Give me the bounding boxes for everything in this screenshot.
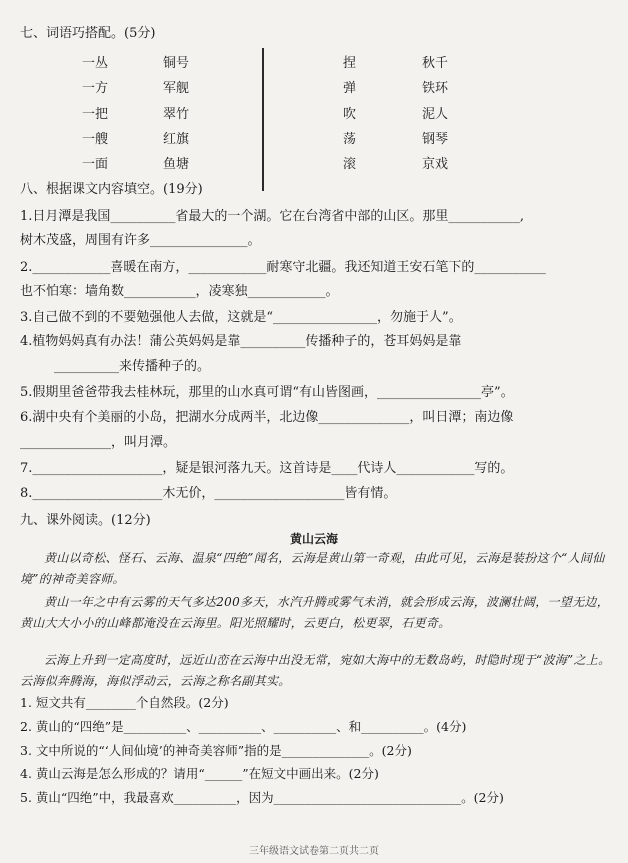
fill-line: 8.____________________木无价，____________________皆有情。 <box>20 486 397 501</box>
section-8-heading: 八、根据课文内容填空。(19分) <box>20 182 203 197</box>
fill-line: 7.____________________，疑是银河落九天。这首诗是____代诗人____________写的。 <box>20 461 514 476</box>
fill-line: 3.自己做不到的不要勉强他人去做，这就是“________________，勿施于人”。 <box>20 310 462 325</box>
word-item: 秋千 <box>422 56 449 71</box>
question-item: 1. 短文共有________个自然段。(2分) <box>20 695 229 710</box>
fill-line: 2.____________喜暖在南方，____________耐寒守北疆。我还知道王安石笔下的___________ <box>20 260 546 275</box>
fill-line: __________来传播种子的。 <box>54 359 211 374</box>
question-item: 2. 黄山的“四绝”是__________、__________、__________、和__________。(4分) <box>20 719 467 734</box>
word-item: 荡 <box>343 132 357 147</box>
word-item: 翠竹 <box>163 107 190 122</box>
question-item: 5. 黄山“四绝”中，我最喜欢__________，因为______________________________。(2分) <box>20 790 504 805</box>
fill-line: 4.植物妈妈真有办法！蒲公英妈妈是靠__________传播种子的，苍耳妈妈是靠 <box>20 334 462 349</box>
fill-line: 树木茂盛，周围有许多_______________。 <box>20 233 261 248</box>
word-item: 红旗 <box>163 132 190 147</box>
fill-line: 1.日月潭是我国__________省最大的一个湖。它在台湾省中部的山区。那里___________, <box>20 209 525 224</box>
word-item: 一艘 <box>82 132 109 147</box>
fill-line: 5.假期里爸爸带我去桂林玩，那里的山水真可谓“有山皆图画，________________亭”。 <box>20 385 514 400</box>
word-item: 弹 <box>343 81 357 96</box>
word-item: 一把 <box>82 107 109 122</box>
word-item: 一方 <box>82 81 109 96</box>
question-item: 3. 文中所说的“‘人间仙境’的神奇美容师”指的是______________。(2分) <box>20 743 412 758</box>
fill-line: 6.湖中央有个美丽的小岛，把湖水分成两半，北边像______________，叫日潭；南边像 <box>20 410 514 425</box>
word-item: 吹 <box>343 107 357 122</box>
section-7-heading: 七、词语巧搭配。(5分) <box>20 26 156 41</box>
word-item: 一面 <box>82 157 109 172</box>
column-divider <box>262 48 264 191</box>
fill-line: 也不怕寒：墙角数___________，凌寒独____________。 <box>20 284 339 299</box>
word-item: 钢琴 <box>422 132 449 147</box>
word-item: 铁环 <box>422 81 449 96</box>
word-item: 一丛 <box>82 56 109 71</box>
word-item: 铜号 <box>163 56 190 71</box>
page-footer: 三年级语文试卷第二页共二页 <box>249 846 379 857</box>
word-item: 军舰 <box>163 81 190 96</box>
section-9-heading: 九、课外阅读。(12分) <box>20 513 151 528</box>
word-item: 京戏 <box>422 157 449 172</box>
question-item: 4. 黄山云海是怎么形成的？请用“______”在短文中画出来。(2分) <box>20 766 379 781</box>
word-item: 捏 <box>343 56 357 71</box>
word-item: 滚 <box>343 157 357 172</box>
fill-line: ______________，叫月潭。 <box>20 435 177 450</box>
passage-title: 黄山云海 <box>289 532 338 546</box>
word-item: 鱼塘 <box>163 157 190 172</box>
passage-paragraph: 云海上升到一定高度时，远近山峦在云海中出没无常，宛如大海中的无数岛屿，时隐时现于“波海”之上。云海似奔腾海，海似浮动云，云海之称名副其实。 <box>20 653 611 688</box>
word-item: 泥人 <box>422 107 449 122</box>
passage-paragraph: 黄山一年之中有云雾的天气多达200多天，水汽升腾或雾气未消，就会形成云海，波澜壮阔，一望无边，黄山大大小小的山峰都淹没在云海里。阳光照耀时，云更白，松更翠，石更奇。 <box>20 595 610 630</box>
passage-paragraph: 黄山以奇松、怪石、云海、温泉“四绝”闻名，云海是黄山第一奇观，由此可见，云海是装扮这个“人间仙境”的神奇美容师。 <box>20 551 605 586</box>
